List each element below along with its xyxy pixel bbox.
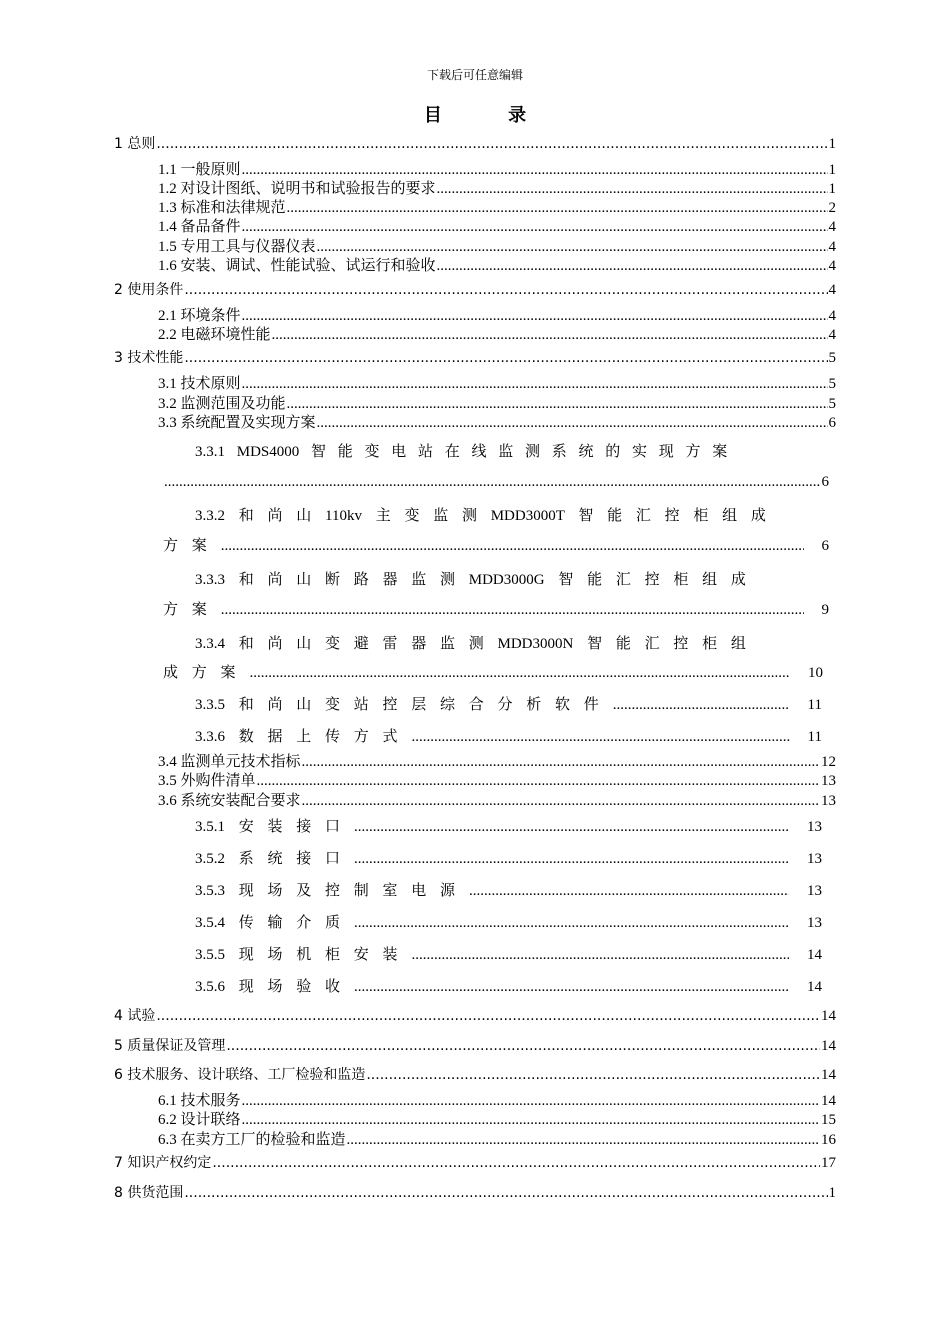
toc-label: 5 质量保证及管理 [114, 1038, 226, 1054]
toc-label: 2.1 环境条件 [158, 308, 241, 324]
toc-label: 3.3.6 数 据 上 传 方 式 [195, 729, 398, 745]
leader-dots [354, 850, 789, 868]
toc-label: 方 案 [163, 538, 207, 554]
toc-page: 4 [828, 282, 836, 298]
toc-label: 3.6 系统安装配合要求 [158, 793, 301, 809]
toc-page: 16 [821, 1132, 836, 1148]
toc-label: 6.2 设计联络 [158, 1112, 241, 1128]
toc-entry-3-6[interactable] [158, 792, 836, 810]
leader-dots [156, 1007, 820, 1025]
leader-dots [184, 1184, 827, 1202]
toc-page: 11 [807, 729, 822, 745]
toc-entry-6[interactable] [114, 1066, 836, 1084]
leader-dots [317, 414, 828, 432]
leader-dots [412, 946, 789, 964]
leader-dots [354, 978, 789, 996]
leader-dots [242, 161, 828, 179]
toc-entry-1[interactable] [114, 135, 836, 153]
toc-entry-7[interactable] [114, 1154, 836, 1172]
toc-label: 6.3 在卖方工厂的检验和监造 [158, 1132, 346, 1148]
toc-page: 12 [821, 754, 836, 770]
toc-entry-2-1[interactable] [158, 307, 836, 325]
toc-entry-1-1[interactable] [158, 161, 836, 179]
toc-label: 3.5.2 系 统 接 口 [195, 851, 341, 867]
toc-page: 14 [821, 1093, 836, 1109]
toc-page: 6 [828, 415, 836, 431]
toc-entry-3-5-4[interactable] [195, 914, 822, 932]
leader-dots [242, 375, 828, 393]
leader-dots [226, 1037, 820, 1055]
toc-page: 4 [828, 258, 836, 274]
toc-label: 3.5.5 现 场 机 柜 安 装 [195, 947, 398, 963]
leader-dots [164, 473, 821, 491]
toc-page: 5 [828, 376, 836, 392]
toc-page: 5 [828, 350, 836, 366]
toc-label: 3.5 外购件清单 [158, 773, 256, 789]
leader-dots [437, 180, 828, 198]
toc-entry-3-3-4-cont[interactable] [163, 664, 823, 682]
toc-entry-6-3[interactable] [158, 1131, 836, 1149]
leader-dots [272, 326, 828, 344]
toc-entry-3-2[interactable] [158, 395, 836, 413]
toc-entry-6-2[interactable] [158, 1111, 836, 1129]
toc-entry-4[interactable] [114, 1007, 836, 1025]
leader-dots [242, 307, 828, 325]
toc-page: 4 [828, 327, 836, 343]
toc-label: 8 供货范围 [114, 1185, 184, 1201]
toc-label: 2 使用条件 [114, 282, 184, 298]
toc-page: 15 [821, 1112, 836, 1128]
leader-dots [257, 772, 820, 790]
leader-dots [221, 601, 804, 619]
leader-dots [354, 818, 789, 836]
toc-entry-3-3-2[interactable]: 3.3.2 和 尚 山 110kv 主 变 监 测 MDD3000T 智 能 汇 控 柜 组 成 [195, 508, 766, 524]
toc-entry-3-3-1[interactable]: 3.3.1 MDS4000 智 能 变 电 站 在 线 监 测 系 统 的 实 现 方 案 [195, 444, 728, 460]
toc-label: 6.1 技术服务 [158, 1093, 241, 1109]
toc-page: 14 [807, 979, 822, 995]
toc-entry-1-4[interactable] [158, 218, 836, 236]
leader-dots [156, 135, 827, 153]
toc-page: 17 [821, 1155, 836, 1171]
toc-page: 13 [807, 851, 822, 867]
toc-page: 10 [808, 665, 823, 681]
toc-page: 6 [821, 538, 829, 554]
toc-entry-3-5-1[interactable] [195, 818, 822, 836]
toc-entry-3-4[interactable] [158, 753, 836, 771]
leader-dots [242, 218, 828, 236]
toc-entry-3-5[interactable] [158, 772, 836, 790]
page-header: 下载后可任意编辑 [426, 68, 523, 82]
toc-entry-3-3-2-cont[interactable] [163, 537, 829, 555]
toc-entry-3-3-3[interactable]: 3.3.3 和 尚 山 断 路 器 监 测 MDD3000G 智 能 汇 控 柜 组 成 [195, 572, 746, 588]
toc-page: 1 [828, 136, 836, 152]
toc-label: 1.6 安装、调试、性能试验、试运行和验收 [158, 258, 436, 274]
leader-dots [184, 281, 827, 299]
toc-label: 7 知识产权约定 [114, 1155, 212, 1171]
leader-dots [287, 199, 828, 217]
toc-entry-2[interactable] [114, 281, 836, 299]
leader-dots [469, 882, 789, 900]
toc-label: 方 案 [163, 602, 207, 618]
toc-label: 3.5.3 现 场 及 控 制 室 电 源 [195, 883, 456, 899]
toc-label: 3.3 系统配置及实现方案 [158, 415, 316, 431]
toc-page: 4 [828, 219, 836, 235]
toc-page: 13 [807, 915, 822, 931]
toc-label: 1.1 一般原则 [158, 162, 241, 178]
leader-dots [302, 753, 820, 771]
toc-label: 4 试验 [114, 1008, 156, 1024]
toc-label: 1.5 专用工具与仪器仪表 [158, 239, 316, 255]
leader-dots [437, 257, 828, 275]
leader-dots [613, 696, 790, 714]
toc-page: 13 [821, 793, 836, 809]
toc-page: 5 [828, 396, 836, 412]
toc-entry-3-1[interactable] [158, 375, 836, 393]
toc-page: 13 [807, 883, 822, 899]
toc-page: 11 [807, 697, 822, 713]
toc-label: 3.3.5 和 尚 山 变 站 控 层 综 合 分 析 软 件 [195, 697, 599, 713]
toc-page: 2 [828, 200, 836, 216]
toc-label: 6 技术服务、设计联络、工厂检验和监造 [114, 1067, 366, 1083]
toc-entry-3-5-2[interactable] [195, 850, 822, 868]
leader-dots [287, 395, 828, 413]
leader-dots [412, 728, 790, 746]
toc-page: 14 [821, 1067, 836, 1083]
toc-page: 6 [821, 474, 829, 490]
toc-entry-3-5-6[interactable] [195, 978, 822, 996]
leader-dots [366, 1066, 820, 1084]
toc-label: 3.5.6 现 场 验 收 [195, 979, 341, 995]
toc-entry-3-3[interactable] [158, 414, 836, 432]
toc-label: 3.5.4 传 输 介 质 [195, 915, 341, 931]
leader-dots [221, 537, 804, 555]
toc-entry-3-5-5[interactable] [195, 946, 822, 964]
toc-label: 3.1 技术原则 [158, 376, 241, 392]
toc-entry-6-1[interactable] [158, 1092, 836, 1110]
toc-page: 14 [821, 1038, 836, 1054]
toc-entry-3-3-5[interactable] [195, 696, 822, 714]
toc-entry-1-3[interactable] [158, 199, 836, 217]
toc-page: 1 [828, 181, 836, 197]
toc-entry-3-5-3[interactable] [195, 882, 822, 900]
toc-entry-3-3-1-cont[interactable] [163, 473, 829, 491]
toc-entry-5[interactable] [114, 1037, 836, 1055]
leader-dots [242, 1111, 820, 1129]
leader-dots [317, 238, 828, 256]
toc-page: 13 [807, 819, 822, 835]
leader-dots [354, 914, 789, 932]
toc-entry-3-3-3-cont[interactable] [163, 601, 829, 619]
toc-entry-3[interactable] [114, 349, 836, 367]
toc-page: 14 [821, 1008, 836, 1024]
leader-dots [347, 1131, 820, 1149]
toc-label: 成 方 案 [163, 665, 236, 681]
leader-dots [242, 1092, 820, 1110]
toc-entry-8[interactable] [114, 1184, 836, 1202]
toc-label: 1.2 对设计图纸、说明书和试验报告的要求 [158, 181, 436, 197]
toc-entry-1-5[interactable] [158, 238, 836, 256]
toc-label: 3 技术性能 [114, 350, 184, 366]
toc-page: 9 [821, 602, 829, 618]
toc-label: 3.2 监测范围及功能 [158, 396, 286, 412]
leader-dots [212, 1154, 820, 1172]
toc-page: 13 [821, 773, 836, 789]
toc-label: 1 总则 [114, 136, 156, 152]
toc-label: 1.3 标准和法律规范 [158, 200, 286, 216]
toc-label: 3.5.1 安 装 接 口 [195, 819, 341, 835]
toc-entry-2-2[interactable] [158, 326, 836, 344]
toc-page: 14 [807, 947, 822, 963]
toc-entry-1-2[interactable] [158, 180, 836, 198]
toc-label: 3.4 监测单元技术指标 [158, 754, 301, 770]
leader-dots [302, 792, 820, 810]
toc-page: 4 [828, 308, 836, 324]
toc-page: 1 [828, 1185, 836, 1201]
toc-label: 1.4 备品备件 [158, 219, 241, 235]
toc-entry-3-3-6[interactable] [195, 728, 822, 746]
toc-label: 2.2 电磁环境性能 [158, 327, 271, 343]
toc-page: 1 [828, 162, 836, 178]
toc-page: 4 [828, 239, 836, 255]
toc-entry-1-6[interactable] [158, 257, 836, 275]
page-title: 目 录 [423, 105, 557, 126]
toc-entry-3-3-4[interactable]: 3.3.4 和 尚 山 变 避 雷 器 监 测 MDD3000N 智 能 汇 控 柜 组 [195, 636, 746, 652]
leader-dots [250, 664, 790, 682]
leader-dots [184, 349, 827, 367]
